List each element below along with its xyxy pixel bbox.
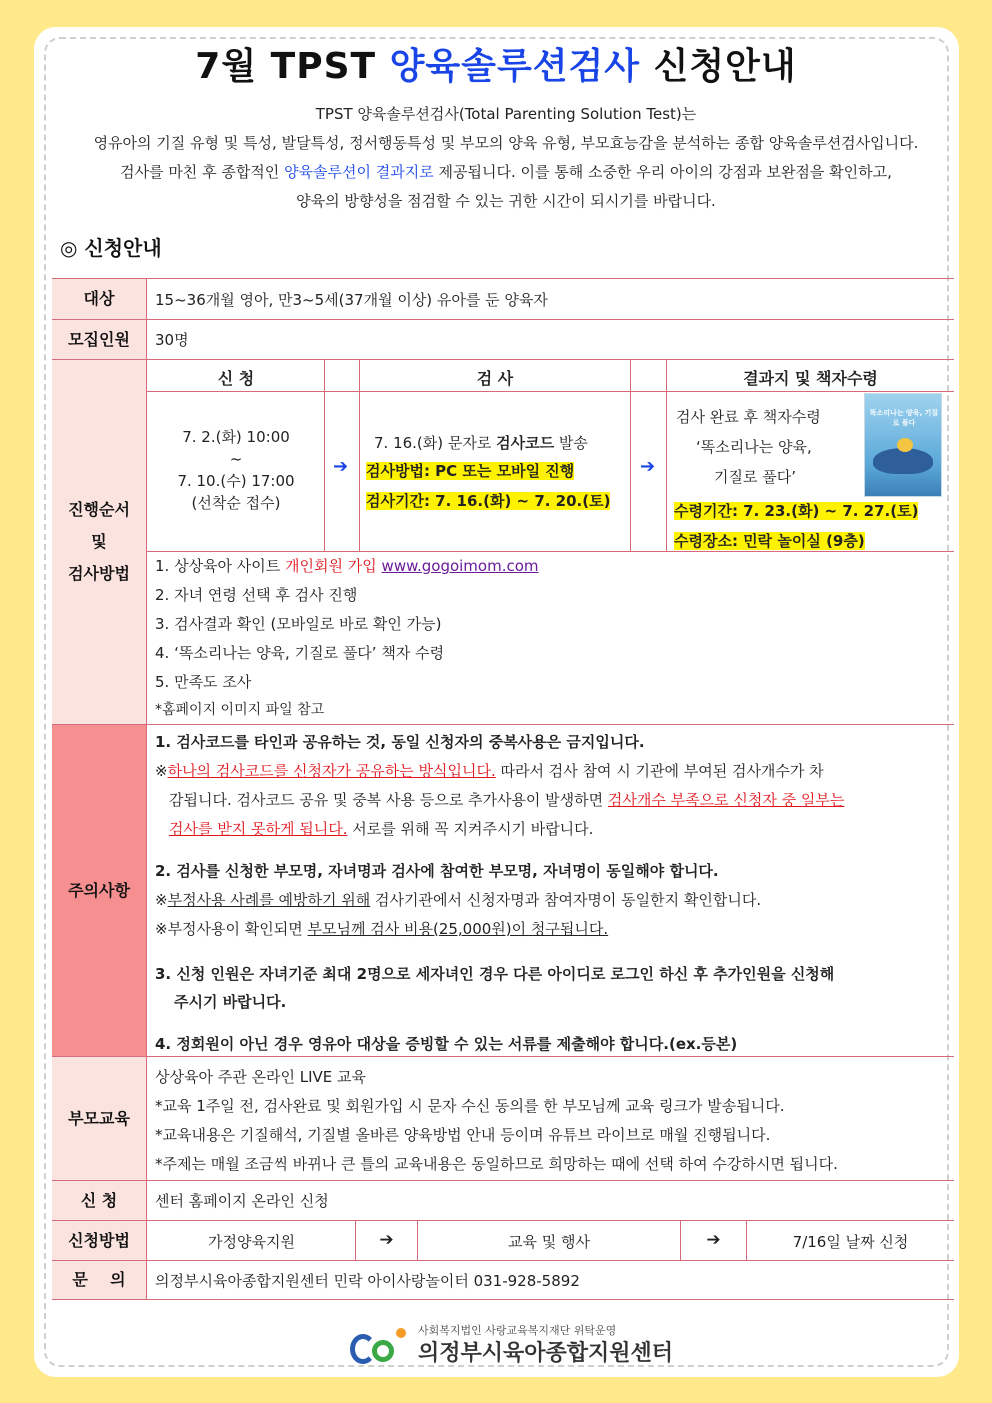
test-period: 검사기간: 7. 16.(화) ~ 7. 20.(토) [366, 492, 611, 510]
caution-1: 1. 검사코드를 타인과 공유하는 것, 동일 신청자의 중복사용은 금지입니다. [155, 733, 645, 751]
book-cover-image: 똑소리나는 양육, 기질로 풀다 [864, 393, 942, 497]
label-recruit: 모집인원 [52, 320, 147, 359]
result-place: 수령장소: 민락 놀이실 (9층) [674, 532, 865, 550]
caution-3a: 3. 신청 인원은 자녀기준 최대 2명으로 세자녀인 경우 다른 아이디로 로그인 하신 후 추가인원을 신청해 [155, 965, 835, 983]
row-process [52, 359, 954, 724]
label-caution: 주의사항 [52, 725, 147, 1056]
step-4: 4. ‘똑소리나는 양육, 기질로 풀다’ 책자 수령 [155, 644, 445, 662]
label-apply: 신 청 [52, 1181, 147, 1220]
logo-name: 의정부시육아종합지원센터 [418, 1341, 674, 1366]
intro-line-3: 검사를 마친 후 종합적인 양육솔루션이 결과지로 제공됩니다. 이를 통해 소중한 우리 아이의 강점과 보완점을 확인하고, [120, 163, 892, 181]
caution-1-note-c: 검사를 받지 못하게 됩니다. 서로를 위해 꼭 지켜주시기 바랍니다. [169, 820, 594, 838]
label-target: 대상 [52, 279, 147, 319]
caution-2: 2. 검사를 신청한 부모명, 자녀명과 검사에 참여한 부모명, 자녀명이 동일해야 합니다. [155, 862, 719, 880]
intro-line-2: 영유아의 기질 유형 및 특성, 발달특성, 정서행동특성 및 부모의 양육 유형, 부모효능감을 분석하는 종합 양육솔루션검사입니다. [93, 134, 919, 152]
label-process: 진행순서 및 검사방법 [52, 360, 147, 724]
divider [630, 360, 631, 551]
logo-mark-icon [350, 1326, 408, 1364]
divider [324, 360, 325, 551]
arrow-right-icon: ➔ [333, 456, 349, 477]
logo-subtitle: 사회복지법인 사랑교육복지재단 위탁운영 [418, 1324, 617, 1337]
header-result: 결과지 및 책자수령 [743, 369, 878, 388]
arrow-right-icon: ➔ [706, 1230, 721, 1250]
row-caution [52, 724, 954, 1056]
row-apply [52, 1180, 954, 1220]
row-target [52, 278, 954, 319]
result-desc: 검사 완료 후 책자수령 [676, 408, 821, 426]
value-apply: 센터 홈페이지 온라인 신청 [155, 1192, 329, 1210]
page-title: 7월 TPST 양육솔루션검사 신청안내 [195, 46, 797, 87]
label-inquiry: 문 의 [52, 1261, 147, 1299]
method-step-3: 7/16일 날짜 신청 [792, 1233, 909, 1251]
row-recruit [52, 319, 954, 359]
arrow-right-icon: ➔ [640, 456, 656, 477]
value-target: 15~36개월 영아, 만3~5세(37개월 이상) 유아를 둔 양육자 [155, 290, 548, 309]
method-step-2: 교육 및 행사 [508, 1233, 590, 1251]
step-1: 1. 상상육아 사이트 개인회원 가입 www.gogoimom.com [155, 557, 539, 575]
caution-1-note-b: 감됩니다. 검사코드 공유 및 중복 사용 등으로 추가사용이 발생하면 검사개수 부족으로 신청자 중 일부는 [169, 791, 845, 809]
edu-line-2: *교육 1주일 전, 검사완료 및 회원가입 시 문자 수신 동의를 한 부모님께 교육 링크가 발송됩니다. [155, 1097, 785, 1115]
intro-line-4: 양육의 방향성을 점검할 수 있는 귀한 시간이 되시기를 바랍니다. [296, 192, 716, 210]
intro-line-1: TPST 양육솔루션검사(Total Parenting Solution Test)는 [315, 105, 697, 123]
center-logo [350, 1322, 674, 1366]
divider [147, 551, 954, 552]
caution-1-note-a: ※하나의 검사코드를 신청자가 공유하는 방식입니다. 따라서 검사 참여 시 기관에 부여된 검사개수가 차 [155, 762, 824, 780]
edu-line-3: *교육내용은 기질해석, 기질별 올바른 양육방법 안내 등이며 유튜브 라이브로 매월 진행됩니다. [155, 1126, 771, 1144]
caution-4: 4. 정회원이 아닌 경우 영유아 대상을 증빙할 수 있는 서류를 제출해야 합니다.(ex.등본) [155, 1035, 738, 1053]
row-parent-edu [52, 1056, 954, 1180]
child-illustration [897, 438, 913, 452]
step-2: 2. 자녀 연령 선택 후 검사 진행 [155, 586, 358, 604]
result-book-line-2: 기질로 풀다’ [714, 468, 796, 486]
step-5: 5. 만족도 조사 [155, 673, 252, 691]
website-link[interactable]: www.gogoimom.com [381, 557, 539, 575]
header-apply: 신 청 [217, 369, 255, 388]
caution-2-note-a: ※부정사용 사례를 예방하기 위해 검사기관에서 신청자명과 참여자명이 동일한지 확인합니다. [155, 891, 762, 909]
label-parent-edu: 부모교육 [52, 1057, 147, 1180]
edu-line-4: *주제는 매월 조금씩 바뀌나 큰 틀의 교육내용은 동일하므로 희망하는 때에 선택 하여 수강하시면 됩니다. [155, 1155, 838, 1173]
result-book-line-1: ‘똑소리나는 양육, [696, 438, 812, 456]
test-sms: 7. 16.(화) 문자로 검사코드 발송 [374, 434, 588, 452]
value-recruit: 30명 [155, 331, 189, 349]
header-test: 검 사 [476, 369, 514, 388]
value-inquiry: 의정부시육아종합지원센터 민락 아이사랑놀이터 031-928-5892 [155, 1271, 580, 1290]
caution-2-note-b: ※부정사용이 확인되면 부모님께 검사 비용(25,000원)이 청구됩니다. [155, 920, 609, 938]
divider [147, 391, 954, 392]
test-method: 검사방법: PC 또는 모바일 진행 [366, 462, 575, 480]
step-3: 3. 검사결과 확인 (모바일로 바로 확인 가능) [155, 615, 442, 633]
arrow-right-icon: ➔ [379, 1230, 394, 1250]
apply-schedule: 7. 2.(화) 10:00 ~ 7. 10.(수) 17:00 (선착순 접수) [177, 428, 295, 512]
result-period: 수령기간: 7. 23.(화) ~ 7. 27.(토) [674, 502, 919, 520]
label-method: 신청방법 [52, 1221, 147, 1260]
method-step-1: 가정양육지원 [208, 1233, 295, 1251]
row-method [52, 1220, 954, 1260]
row-inquiry [52, 1260, 954, 1300]
step-note: *홈페이지 이미지 파일 참고 [155, 702, 325, 718]
edu-line-1: 상상육아 주관 온라인 LIVE 교육 [155, 1068, 366, 1086]
section-title: ◎ 신청안내 [60, 236, 162, 260]
caution-3b: 주시기 바랍니다. [174, 993, 287, 1011]
